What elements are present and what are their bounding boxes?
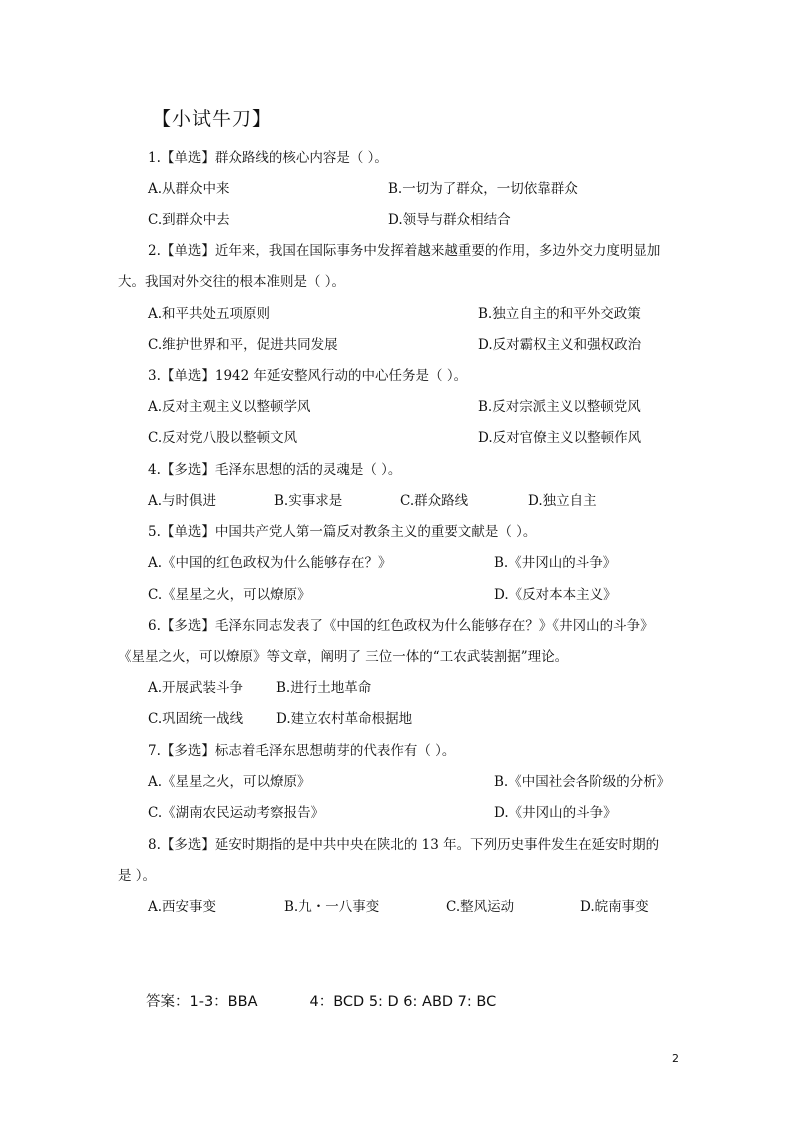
question-6-option-d: D.建立农村革命根据地 [276,711,413,727]
question-8-option-b: B.九・一八事变 [284,899,380,915]
question-2-option-d: D.反对霸权主义和强权政治 [478,337,642,353]
question-7-stem: 7.【多选】标志着毛泽东思想萌芽的代表作有（ ）。 [148,743,456,759]
question-8-stem: 8.【多选】延安时期指的是中共中央在陕北的 13 年。下列历史事件发生在延安时期的 [148,837,660,853]
question-1-option-b: B.一切为了群众，一切依靠群众 [388,181,578,197]
section-title: 【小试牛刀】 [152,108,273,130]
question-7-option-b: B.《中国社会各阶级的分析》 [494,774,671,790]
question-2-stem-continued: 大。我国对外交往的根本准则是（ ）。 [118,274,346,290]
question-3-stem: 3.【单选】1942 年延安整风行动的中心任务是（ ）。 [148,368,468,384]
question-4-option-b: B.实事求是 [274,493,343,509]
question-3-option-d: D.反对官僚主义以整顿作风 [478,430,642,446]
answer-key-part-2: 4：BCD 5: D 6: ABD 7: BC [309,994,497,1010]
question-4-option-c: C.群众路线 [400,493,469,509]
answer-key-part-1: 答案：1-3：BBA [146,994,258,1010]
question-7-option-d: D.《井冈山的斗争》 [494,805,617,821]
question-7-option-a: A.《星星之火，可以燎原》 [148,774,311,790]
question-2-option-c: C.维护世界和平，促进共同发展 [148,337,338,353]
question-8-stem-continued: 是 ）。 [118,868,157,884]
question-1-option-d: D.领导与群众相结合 [388,212,511,228]
question-8-option-a: A.西安事变 [148,899,217,915]
page-number: 2 [672,1052,679,1065]
question-5-option-b: B.《井冈山的斗争》 [494,555,617,571]
question-8-option-c: C.整风运动 [446,899,515,915]
question-1-option-c: C.到群众中去 [148,212,230,228]
question-6-stem: 6.【多选】毛泽东同志发表了《中国的红色政权为什么能够存在？》《井冈山的斗争》 [148,618,654,634]
question-4-option-d: D.独立自主 [528,493,597,509]
question-6-stem-continued: 《星星之火，可以燎原》等文章，阐明了 三位一体的“工农武装割据”理论。 [118,649,569,665]
question-8-option-d: D.皖南事变 [580,899,649,915]
question-4-option-a: A.与时俱进 [148,493,217,509]
question-4-stem: 4.【多选】毛泽东思想的活的灵魂是（ ）。 [148,462,402,478]
question-3-option-a: A.反对主观主义以整顿学风 [148,399,311,415]
question-2-stem: 2.【单选】近年来，我国在国际事务中发挥着越来越重要的作用，多边外交力度明显加 [148,243,661,259]
question-6-option-b: B.进行土地革命 [276,680,372,696]
question-1-option-a: A.从群众中来 [148,181,230,197]
question-3-option-b: B.反对宗派主义以整顿党风 [478,399,641,415]
question-5-option-a: A.《中国的红色政权为什么能够存在？》 [148,555,392,571]
question-6-option-a: A.开展武装斗争 [148,680,244,696]
question-2-option-b: B.独立自主的和平外交政策 [478,306,641,322]
question-1-stem: 1.【单选】群众路线的核心内容是（ ）。 [148,150,388,166]
question-6-option-c: C.巩固统一战线 [148,711,244,727]
question-5-stem: 5.【单选】中国共产党人第一篇反对教条主义的重要文献是（ ）。 [148,524,537,540]
question-5-option-c: C.《星星之火，可以燎原》 [148,587,311,603]
question-5-option-d: D.《反对本本主义》 [494,587,617,603]
question-2-option-a: A.和平共处五项原则 [148,306,271,322]
answer-key [146,990,496,1011]
question-3-option-c: C.反对党八股以整顿文风 [148,430,298,446]
question-7-option-c: C.《湖南农民运动考察报告》 [148,805,325,821]
